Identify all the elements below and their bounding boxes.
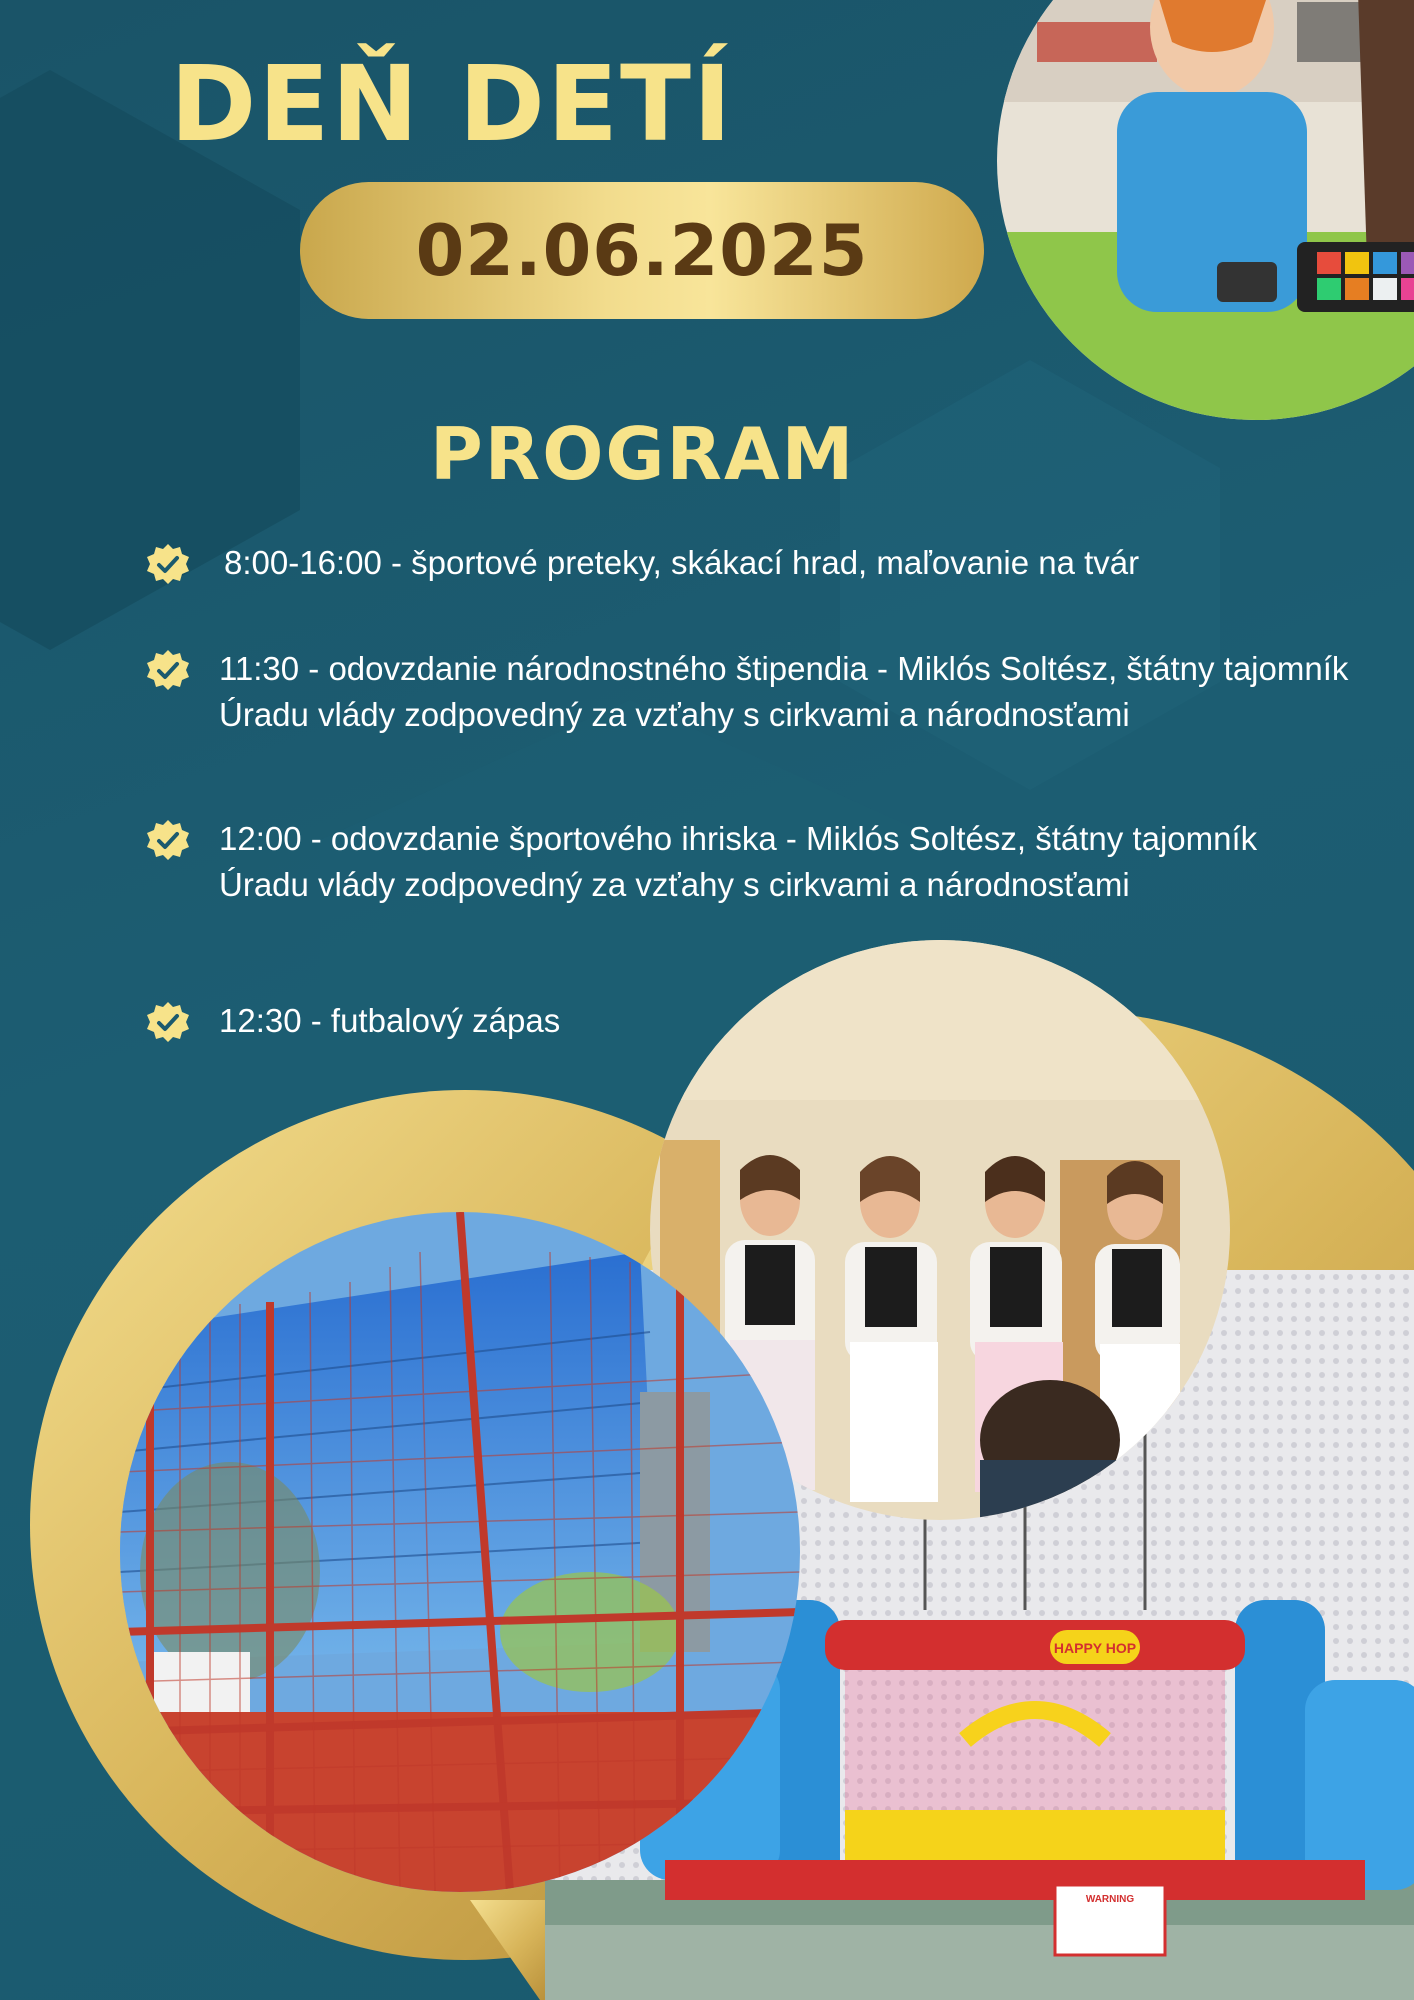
event-date: 02.06.2025 bbox=[415, 209, 869, 292]
sports-field-photo bbox=[120, 1212, 800, 1892]
check-badge-icon bbox=[145, 1000, 191, 1046]
warning-label: WARNING bbox=[1085, 1894, 1135, 1905]
check-badge-icon bbox=[145, 818, 191, 864]
program-item bbox=[145, 816, 1349, 908]
bounce-logo-text: HAPPY HOP bbox=[1053, 1640, 1137, 1656]
check-badge-icon bbox=[145, 542, 191, 588]
program-heading: PROGRAM bbox=[430, 412, 856, 496]
program-item-text: 8:00-16:00 - športové preteky, skákací hrad, maľovanie na tvár bbox=[224, 544, 1140, 581]
program-item-text: 12:30 - futbalový zápas bbox=[219, 1002, 561, 1039]
poster-title: DEŇ DETÍ bbox=[170, 43, 734, 165]
program-item bbox=[145, 540, 1354, 588]
program-item-text: 12:00 - odovzdanie športového ihriska - Miklós Soltész, štátny tajomník Úradu vlády zodpovedný za vzťahy s cirkvami a národnosťami bbox=[219, 820, 1258, 903]
check-badge-icon bbox=[145, 648, 191, 694]
date-banner bbox=[300, 182, 984, 319]
program-item bbox=[145, 646, 1349, 738]
program-item-text: 11:30 - odovzdanie národnostného štipendia - Miklós Soltész, štátny tajomník Úradu vlády zodpovedný za vzťahy s cirkvami a národnosťami bbox=[219, 650, 1349, 733]
